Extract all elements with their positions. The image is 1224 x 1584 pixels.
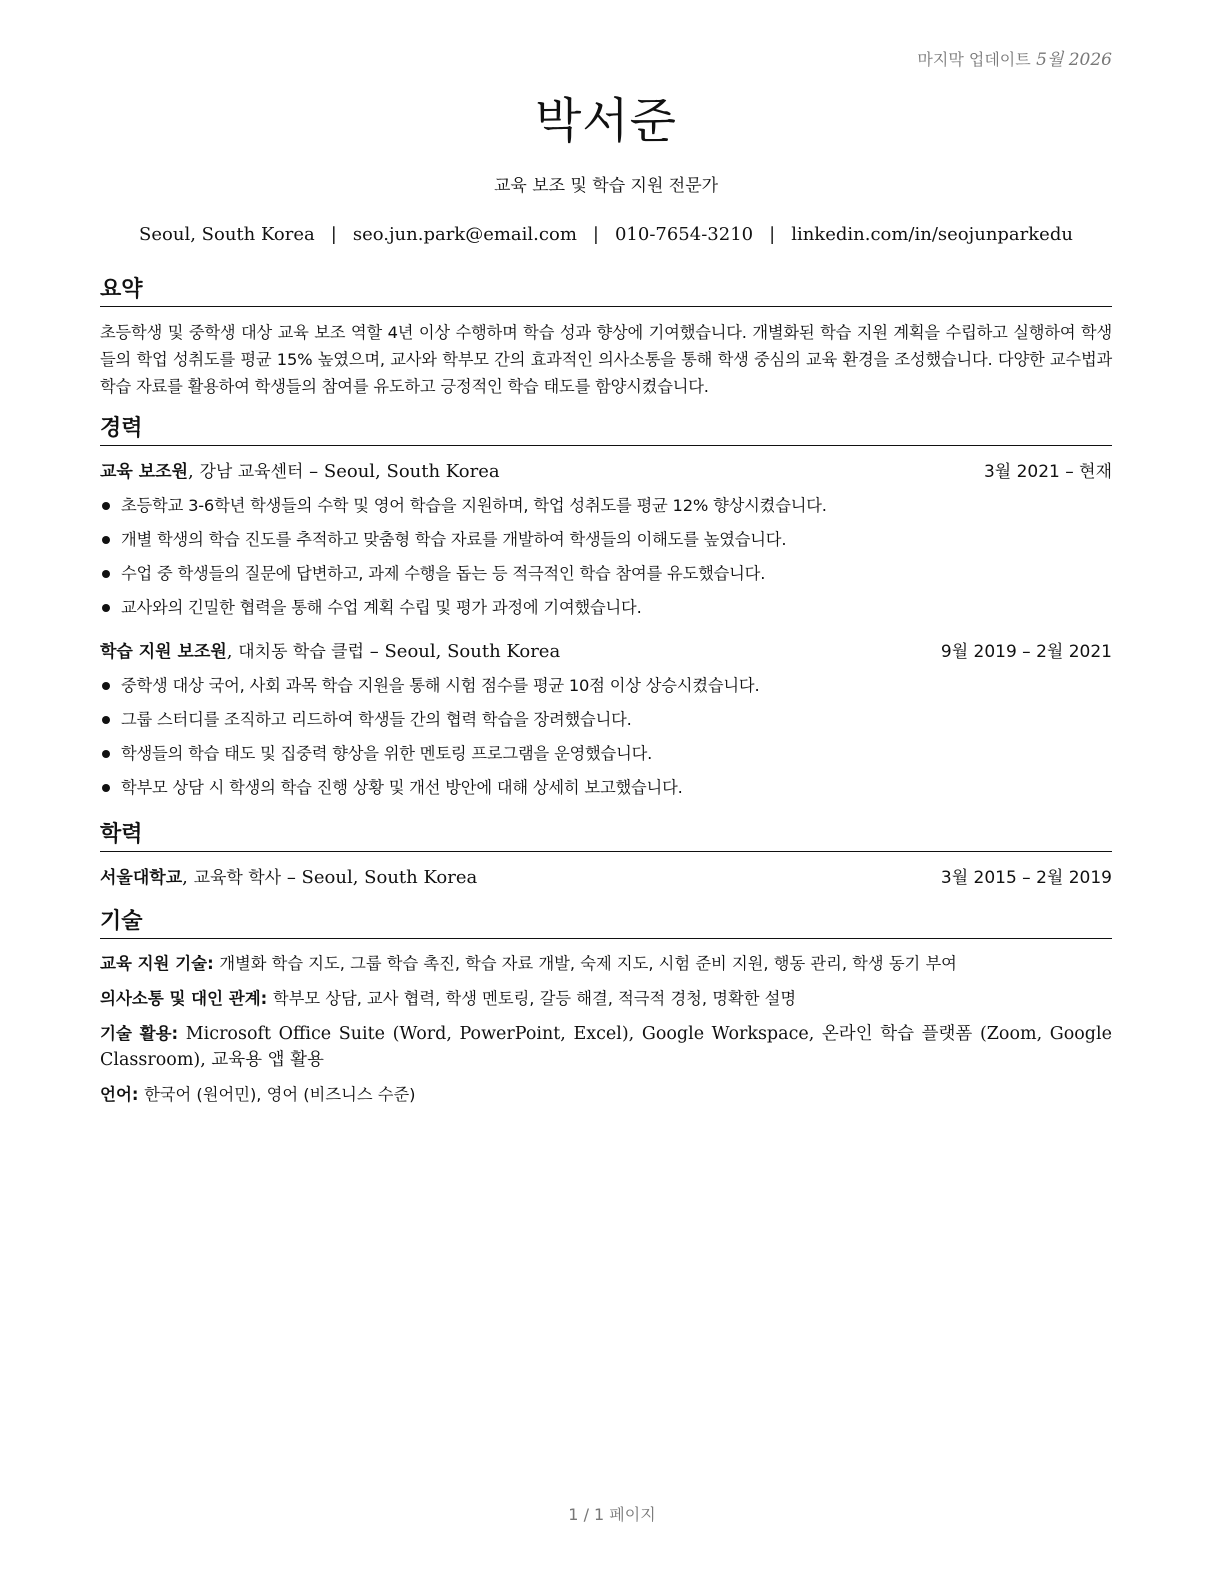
skill-row: [100, 951, 1112, 977]
skill-label: 기술 활용:: [100, 1024, 179, 1043]
skill-value: Microsoft Office Suite (Word, PowerPoint, Excel), Google Workspace, 온라인 학습 플랫폼 (Zoom, Google Classroom), 교육용 앱 활용: [100, 1024, 1112, 1070]
contact-location: Seoul, South Korea: [139, 224, 315, 245]
last-updated-date: 5월 2026: [1036, 50, 1112, 70]
contact-separator: |: [769, 224, 776, 245]
candidate-subtitle: 교육 보조 및 학습 지원 전문가: [493, 176, 719, 196]
contact-separator: |: [592, 224, 599, 245]
summary-text: 초등학생 및 중학생 대상 교육 보조 역할 4년 이상 수행하며 학습 성과 향상에 기여했습니다. 개별화된 학습 지원 계획을 수립하고 실행하여 학생들의 학업 성취도를 평균 15% 높였으며, 교사와 학부모 간의 효과적인 의사소통을 통해 학생 중심의 교육 환경을 조성했습니다. 다양한 교수법과 학습 자료를 활용하여 학생들의 참여를 유도하고 긍정적인 학습 태도를 함양시켰습니다.: [100, 323, 1112, 396]
job-bullet: 개별 학생의 학습 진도를 추적하고 맞춤형 학습 자료를 개발하여 학생들의 이해도를 높였습니다.: [100, 523, 1112, 557]
experience-heading: 경력: [100, 415, 1112, 446]
education-location: Seoul, South Korea: [301, 867, 478, 888]
job-entry: [100, 639, 1112, 805]
skill-label: 교육 지원 기술:: [100, 954, 214, 973]
job-bullets: [100, 669, 1112, 805]
degree: 교육학 학사: [193, 868, 282, 888]
skill-value: 학부모 상담, 교사 협력, 학생 멘토링, 갈등 해결, 적극적 경청, 명확한 설명: [272, 989, 797, 1008]
job-bullet: 그룹 스터디를 조직하고 리드하여 학생들 간의 협력 학습을 장려했습니다.: [100, 703, 1112, 737]
job-entry: [100, 459, 1112, 625]
skill-value: 한국어 (원어민), 영어 (비즈니스 수준): [144, 1085, 416, 1104]
contact-phone: 010-7654-3210: [614, 224, 754, 245]
job-header: 학습 지원 보조원, 대치동 학습 클럽 – Seoul, South Korea 9월 2019 – 2월 2021: [100, 639, 1112, 665]
candidate-name: 박서준: [534, 93, 678, 149]
page-indicator: 1 / 1 페이지: [568, 1505, 656, 1524]
school-name: 서울대학교: [100, 868, 183, 888]
last-updated-label: 마지막 업데이트: [917, 50, 1031, 69]
job-org: 대치동 학습 클럽: [238, 642, 365, 662]
job-dates: 9월 2019 – 2월 2021: [940, 642, 1112, 662]
job-bullets: [100, 489, 1112, 625]
job-org: 강남 교육센터: [199, 462, 304, 482]
skills-heading: 기술: [100, 908, 1112, 939]
contact-separator: |: [330, 224, 337, 245]
resume-page: [100, 0, 1112, 1584]
job-bullet: 학생들의 학습 태도 및 집중력 향상을 위한 멘토링 프로그램을 운영했습니다.: [100, 737, 1112, 771]
skill-label: 언어:: [100, 1085, 139, 1104]
experience-section: [100, 415, 1112, 805]
summary-heading: 요약: [100, 276, 1112, 307]
job-dates: 3월 2021 – 현재: [983, 462, 1112, 482]
job-bullet: 수업 중 학생들의 질문에 답변하고, 과제 수행을 돕는 등 적극적인 학습 참여를 유도했습니다.: [100, 557, 1112, 591]
last-updated: [917, 45, 1112, 70]
summary-section: [100, 276, 1112, 400]
contact-email[interactable]: seo.jun.park@email.com: [352, 224, 577, 245]
skill-label: 의사소통 및 대인 관계:: [100, 989, 268, 1008]
education-entry: 서울대학교, 교육학 학사 – Seoul, South Korea 3월 2015 – 2월 2019: [100, 865, 1112, 891]
skills-section: [100, 908, 1112, 1117]
skill-row: [100, 1082, 1112, 1108]
education-heading: 학력: [100, 821, 1112, 852]
education-section: [100, 821, 1112, 891]
contact-line: [100, 224, 1112, 245]
job-bullet: 학부모 상담 시 학생의 학습 진행 상황 및 개선 방안에 대해 상세히 보고했습니다.: [100, 771, 1112, 805]
job-role: 학습 지원 보조원: [100, 642, 227, 662]
education-dates: 3월 2015 – 2월 2019: [940, 868, 1112, 888]
job-header: 교육 보조원, 강남 교육센터 – Seoul, South Korea 3월 2021 – 현재: [100, 459, 1112, 485]
job-bullet: 초등학교 3-6학년 학생들의 수학 및 영어 학습을 지원하며, 학업 성취도를 평균 12% 향상시켰습니다.: [100, 489, 1112, 523]
job-location: Seoul, South Korea: [384, 641, 561, 662]
job-role: 교육 보조원: [100, 462, 189, 482]
job-bullet: 교사와의 긴밀한 협력을 통해 수업 계획 수립 및 평가 과정에 기여했습니다.: [100, 591, 1112, 625]
contact-linkedin[interactable]: linkedin.com/in/seojunparkedu: [791, 224, 1073, 245]
skill-value: 개별화 학습 지도, 그룹 학습 촉진, 학습 자료 개발, 숙제 지도, 시험 준비 지원, 행동 관리, 학생 동기 부여: [219, 954, 957, 973]
skill-row: [100, 986, 1112, 1012]
job-bullet: 중학생 대상 국어, 사회 과목 학습 지원을 통해 시험 점수를 평균 10점 이상 상승시켰습니다.: [100, 669, 1112, 703]
job-location: Seoul, South Korea: [323, 461, 500, 482]
skill-row: [100, 1021, 1112, 1073]
